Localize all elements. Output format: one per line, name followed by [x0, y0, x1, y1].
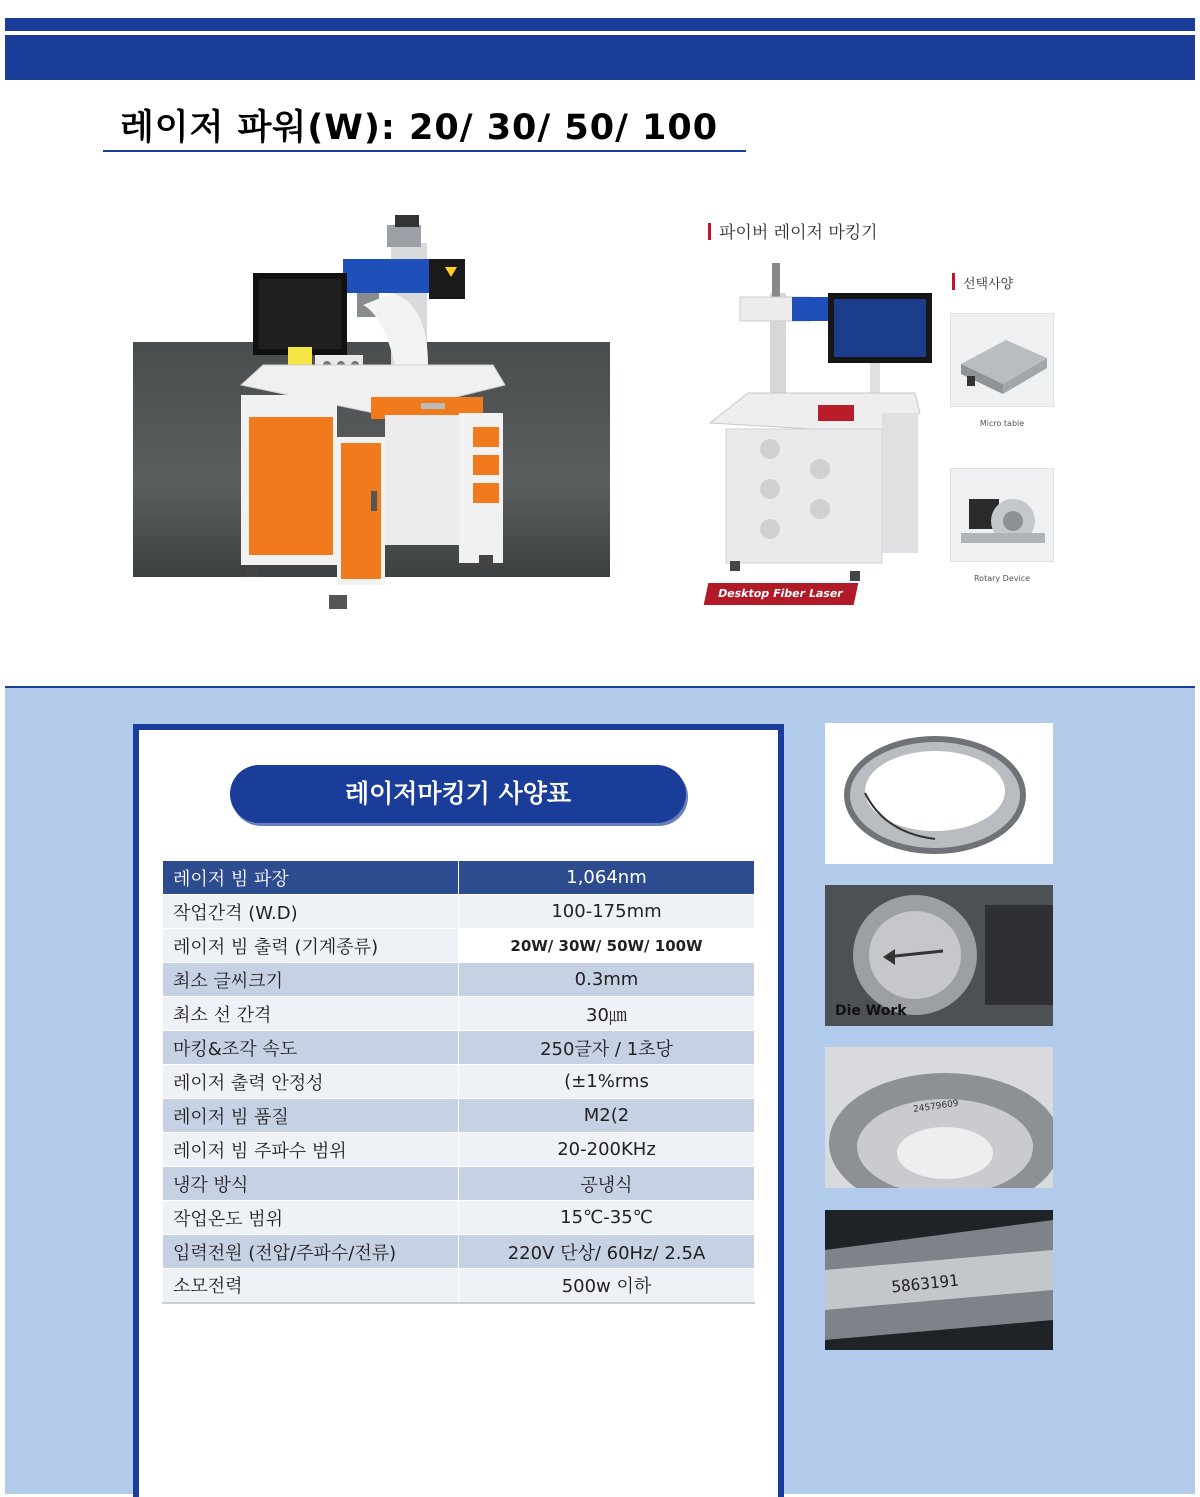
table-row: [163, 1099, 755, 1133]
spec-label: 작업간격 (W.D): [163, 895, 459, 929]
spec-value: 100-175mm: [459, 895, 755, 929]
spec-value: 20W/ 30W/ 50W/ 100W: [459, 929, 755, 963]
laser-marker-machine-illustration: [133, 215, 610, 613]
spec-value: 0.3mm: [459, 963, 755, 997]
table-row: [163, 963, 755, 997]
badge-text: Desktop Fiber Laser: [716, 587, 845, 600]
brochure-title: [708, 218, 878, 243]
spec-label: 레이저 출력 안정성: [163, 1065, 459, 1099]
spec-label: 마킹&조각 속도: [163, 1031, 459, 1065]
lower-section-divider: [5, 686, 1195, 688]
table-row: [163, 1235, 755, 1269]
spec-table: [162, 860, 755, 1304]
spec-value: 500w 이하: [459, 1269, 755, 1303]
table-row: [163, 929, 755, 963]
spec-label: 최소 글씨크기: [163, 963, 459, 997]
table-row: [163, 997, 755, 1031]
spec-label: 레이저 빔 출력 (기계종류): [163, 929, 459, 963]
spec-value: 30㎛: [459, 997, 755, 1031]
spec-value: 20-200KHz: [459, 1133, 755, 1167]
brochure-title-text: 파이버 레이저 마킹기: [719, 223, 878, 243]
table-row: [163, 1065, 755, 1099]
table-row: [163, 861, 755, 895]
table-row: [163, 1269, 755, 1303]
options-title: [952, 273, 1013, 292]
spec-value: 15℃-35℃: [459, 1201, 755, 1235]
brochure-panel: [700, 205, 1070, 610]
spec-label: 레이저 빔 파장: [163, 861, 459, 895]
table-row: [163, 895, 755, 929]
headline-underline: [103, 150, 746, 152]
banner-stripe: [5, 31, 1195, 35]
engraved-ring-illustration: [825, 723, 1053, 864]
accent-bar: [708, 223, 711, 240]
spec-value: 공냉식: [459, 1167, 755, 1201]
micro-table-illustration: [951, 314, 1055, 408]
spec-label: 최소 선 간격: [163, 997, 459, 1031]
table-row: [163, 1133, 755, 1167]
spec-label: 소모전력: [163, 1269, 459, 1303]
spec-label: 레이저 빔 품질: [163, 1099, 459, 1133]
tool-number: 5863191: [890, 1270, 960, 1297]
engraved-ring-photo: [825, 723, 1053, 864]
spec-label: 레이저 빔 주파수 범위: [163, 1133, 459, 1167]
engraved-gear-photo: [825, 1047, 1053, 1188]
engraved-tool-photo: [825, 1210, 1053, 1350]
spec-value: 1,064nm: [459, 861, 755, 895]
desktop-fiber-laser-badge: [704, 583, 859, 605]
laser-marker-photo: [133, 215, 610, 613]
spec-label: 입력전원 (전압/주파수/전류): [163, 1235, 459, 1269]
spec-label: 냉각 방식: [163, 1167, 459, 1201]
micro-table-caption: Micro table: [979, 419, 1025, 428]
accent-bar: [952, 273, 955, 290]
engraved-tool-illustration: [825, 1210, 1053, 1350]
desktop-fiber-laser-illustration: [700, 253, 940, 593]
spec-value: (±1%rms: [459, 1065, 755, 1099]
top-banner: [5, 18, 1195, 80]
rotary-device-photo: [950, 468, 1054, 562]
spec-value: 250글자 / 1초당: [459, 1031, 755, 1065]
spec-sheet-title: 레이저마킹기 사양표: [230, 765, 686, 823]
options-title-text: 선택사양: [963, 277, 1014, 292]
spec-value: 220V 단상/ 60Hz/ 2.5A: [459, 1235, 755, 1269]
spec-label: 작업온도 범위: [163, 1201, 459, 1235]
engraved-gear-illustration: [825, 1047, 1053, 1188]
die-work-label: Die Work: [835, 1003, 907, 1019]
die-work-photo: [825, 885, 1053, 1026]
micro-table-photo: [950, 313, 1054, 407]
rotary-device-illustration: [951, 469, 1055, 563]
rotary-device-caption: Rotary Device: [973, 574, 1031, 583]
power-headline: 레이저 파워(W): 20/ 30/ 50/ 100: [120, 108, 719, 148]
table-row: [163, 1167, 755, 1201]
gear-number: 24579609: [912, 1098, 960, 1116]
spec-value: M2(2: [459, 1099, 755, 1133]
table-row: [163, 1031, 755, 1065]
table-row: [163, 1201, 755, 1235]
